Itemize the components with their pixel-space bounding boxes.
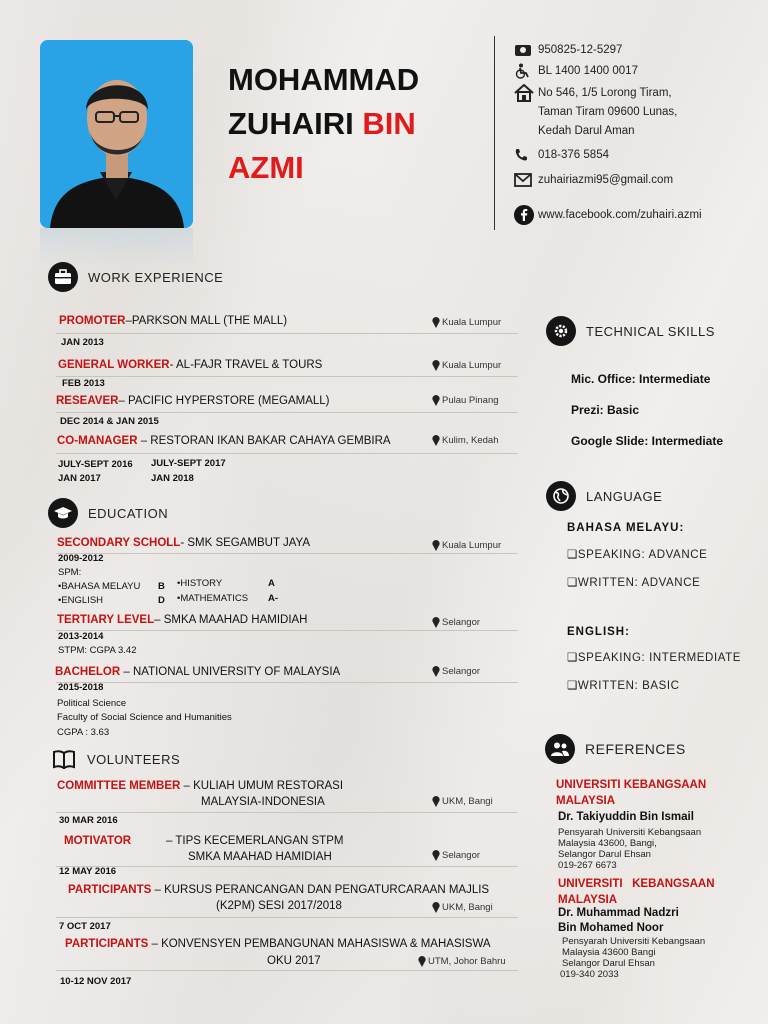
- malay-written: ❑WRITTEN: ADVANCE: [567, 577, 701, 589]
- ref-2-address-1: Pensyarah Universiti Kebangsaan: [562, 936, 706, 947]
- role-label: MOTIVATOR: [64, 835, 132, 847]
- pin-icon: [432, 902, 440, 913]
- ref-1-phone: 019-267 6673: [558, 860, 617, 871]
- ref-1-address-1: Pensyarah Universiti Kebangsaan: [558, 827, 702, 838]
- pin-icon: [432, 317, 440, 328]
- vol-entry-3-location: [432, 902, 493, 913]
- edu-entry-3-date: 2015-2018: [58, 682, 104, 693]
- edu-entry-1-location: [432, 540, 501, 551]
- vol-entry-2-line-1: – TIPS KECEMERLANGAN STPM: [166, 835, 344, 847]
- pin-icon: [418, 956, 426, 967]
- briefcase-icon: [48, 262, 78, 292]
- skill-item-2: Prezi: Basic: [571, 403, 640, 417]
- event-text: – KURSUS PERANCANGAN DAN PENGATURCARAAN MAJLIS: [151, 884, 490, 896]
- pin-icon: [432, 435, 440, 446]
- divider: [56, 553, 518, 554]
- pin-icon: [432, 666, 440, 677]
- ref-2-org-line-1: UNIVERSITI KEBANGSAAN: [558, 878, 715, 890]
- vol-entry-3-line-2: (K2PM) SESI 2017/2018: [216, 900, 342, 912]
- role-label: CO-MANAGER: [57, 435, 138, 447]
- language-section-header: [546, 481, 662, 511]
- location-text: UKM, Bangi: [442, 902, 493, 913]
- role-label: SECONDARY SCHOLL: [57, 537, 181, 549]
- divider: [56, 970, 518, 971]
- vol-entry-4-line-2: OKU 2017: [267, 955, 321, 967]
- grade-3: A: [268, 578, 275, 589]
- book-icon: [51, 746, 77, 772]
- org-text: – NATIONAL UNIVERSITY OF MALAYSIA: [120, 666, 341, 678]
- org-text: –PARKSON MALL (THE MALL): [125, 315, 288, 327]
- name-line-1: MOHAMMAD: [228, 62, 420, 97]
- role-label: PROMOTER: [59, 315, 126, 327]
- role-label: GENERAL WORKER: [58, 359, 170, 371]
- references-section-header: [545, 734, 686, 764]
- pin-icon: [432, 540, 440, 551]
- section-title-education: EDUCATION: [88, 505, 169, 521]
- org-text: - AL-FAJR TRAVEL & TOURS: [169, 359, 323, 371]
- role-label: TERTIARY LEVEL: [57, 614, 155, 626]
- phone-icon: [514, 146, 538, 164]
- profile-photo: [40, 40, 193, 228]
- candidate-name: [228, 58, 478, 190]
- header-divider: [494, 36, 495, 230]
- vol-entry-3-date: 7 OCT 2017: [59, 921, 111, 932]
- vol-entry-2-date: 12 MAY 2016: [59, 866, 117, 877]
- org-text: – RESTORAN IKAN BAKAR CAHAYA GEMBIRA: [137, 435, 391, 447]
- address-line-1: No 546, 1/5 Lorong Tiram,: [538, 87, 672, 99]
- ref-1-address-2: Malaysia 43600, Bangi,: [558, 838, 657, 849]
- subject-3: •HISTORY: [177, 578, 223, 589]
- vol-entry-4-date: 10-12 NOV 2017: [60, 976, 132, 987]
- vol-entry-4-location: [418, 956, 506, 967]
- section-title-language: LANGUAGE: [586, 488, 663, 504]
- work-entry-3-location: [432, 395, 499, 406]
- skill-item-1: Mic. Office: Intermediate: [571, 372, 711, 386]
- ref-2-phone: 019-340 2033: [560, 969, 619, 980]
- divider: [56, 333, 518, 334]
- english-speaking: ❑SPEAKING: INTERMEDIATE: [567, 652, 742, 664]
- vol-entry-2: [64, 835, 131, 847]
- vol-entry-2-location: [432, 850, 480, 861]
- work-entry-2-location: [432, 360, 501, 371]
- ref-2-address-3: Selangor Darul Ehsan: [562, 958, 655, 969]
- work-entry-4-date-1: JULY-SEPT 2016: [58, 459, 133, 470]
- graduation-cap-icon: [48, 498, 78, 528]
- vol-entry-4: [65, 938, 491, 950]
- location-text: Pulau Pinang: [442, 395, 499, 406]
- vol-entry-1-location: [432, 796, 493, 807]
- skill-item-3: Google Slide: Intermediate: [571, 434, 724, 448]
- work-section-header: [48, 262, 223, 292]
- edu-entry-2: [57, 614, 308, 626]
- globe-icon: [546, 481, 576, 511]
- work-entry-4-location: [432, 435, 499, 446]
- location-text: Kuala Lumpur: [442, 360, 502, 371]
- language-malay: BAHASA MELAYU:: [567, 522, 685, 534]
- divider: [56, 376, 518, 377]
- ref-1-address-3: Selangor Darul Ehsan: [558, 849, 651, 860]
- mail-icon: [514, 171, 538, 189]
- name-part: ZUHAIRI: [228, 106, 363, 141]
- event-text: – KULIAH UMUM RESTORASI: [180, 780, 344, 792]
- location-text: Selangor: [442, 850, 481, 861]
- contact-email: [514, 171, 673, 190]
- location-text: Selangor: [442, 666, 481, 677]
- pin-icon: [432, 850, 440, 861]
- section-title-volunteers: VOLUNTEERS: [87, 751, 181, 767]
- volunteers-section-header: [51, 746, 180, 772]
- gear-icon: [546, 316, 576, 346]
- id-card-icon: [514, 41, 538, 59]
- work-entry-4-date-2: JULY-SEPT 2017: [151, 458, 226, 469]
- facebook-icon: [514, 206, 538, 224]
- edu-entry-3-faculty: Faculty of Social Science and Humanities: [57, 712, 232, 723]
- home-icon: [514, 84, 538, 102]
- pin-icon: [432, 617, 440, 628]
- email-address[interactable]: zuhairiazmi95@gmail.com: [538, 174, 674, 186]
- pin-icon: [432, 796, 440, 807]
- ic-number: 950825-12-5297: [538, 44, 623, 56]
- work-entry-1: [59, 315, 287, 327]
- person-silhouette: [40, 40, 193, 228]
- ref-1-org-line-1: UNIVERSITI KEBANGSAAN: [556, 779, 707, 791]
- divider: [56, 630, 518, 631]
- contact-phone: [514, 146, 609, 165]
- role-label: BACHELOR: [55, 666, 121, 678]
- ref-2-org-line-2: MALAYSIA: [558, 894, 617, 906]
- edu-entry-3-location: [432, 666, 480, 677]
- org-text: - SMK SEGAMBUT JAYA: [180, 537, 311, 549]
- section-title-work: WORK EXPERIENCE: [88, 269, 224, 285]
- subject-2: •ENGLISH: [58, 595, 104, 606]
- phone-number: 018-376 5854: [538, 149, 609, 161]
- stpm-result: STPM: CGPA 3.42: [58, 645, 137, 656]
- edu-entry-2-location: [432, 617, 480, 628]
- contact-license: [514, 62, 638, 81]
- name-line-2: [228, 102, 478, 146]
- vol-entry-1-line-2: MALAYSIA-INDONESIA: [201, 796, 325, 808]
- spm-label: SPM:: [58, 567, 82, 578]
- contact-address: [514, 84, 677, 141]
- ref-2-address-2: Malaysia 43600 Bangi: [562, 947, 656, 958]
- grade-1: B: [158, 581, 165, 592]
- edu-entry-1: [57, 537, 310, 549]
- edu-entry-3-cgpa: CGPA : 3.63: [57, 727, 110, 738]
- address-line-2: Taman Tiram 09600 Lunas,: [538, 106, 678, 118]
- vol-entry-3: [68, 884, 489, 896]
- facebook-link[interactable]: www.facebook.com/zuhairi.azmi: [538, 209, 702, 221]
- location-text: Kuala Lumpur: [442, 540, 502, 551]
- work-entry-1-date: JAN 2013: [61, 337, 104, 348]
- divider: [56, 412, 518, 413]
- name-part-red: BIN: [362, 106, 416, 141]
- pin-icon: [432, 360, 440, 371]
- ref-1-name: Dr. Takiyuddin Bin Ismail: [558, 811, 694, 823]
- event-text: – KONVENSYEN PEMBANGUNAN MAHASISWA & MAHASISWA: [148, 938, 491, 950]
- wheelchair-icon: [514, 62, 538, 80]
- work-entry-4: [57, 435, 391, 447]
- work-entry-2: [58, 359, 322, 371]
- pin-icon: [432, 395, 440, 406]
- language-english: ENGLISH:: [567, 626, 630, 638]
- subject-1: •BAHASA MELAYU: [58, 581, 141, 592]
- divider: [56, 682, 518, 683]
- section-title-references: REFERENCES: [585, 741, 686, 757]
- people-icon: [545, 734, 575, 764]
- work-entry-3-date: DEC 2014 & JAN 2015: [60, 416, 159, 427]
- license-number: BL 1400 1400 0017: [538, 65, 638, 77]
- edu-entry-2-date: 2013-2014: [58, 631, 104, 642]
- ref-2-name-line-2: Bin Mohamed Noor: [558, 922, 664, 934]
- work-entry-2-date: FEB 2013: [62, 378, 105, 389]
- edu-entry-3-course: Political Science: [57, 698, 127, 709]
- malay-speaking: ❑SPEAKING: ADVANCE: [567, 549, 708, 561]
- divider: [56, 453, 518, 454]
- vol-entry-2-line-2: SMKA MAAHAD HAMIDIAH: [188, 851, 332, 863]
- section-title-skills: TECHNICAL SKILLS: [586, 323, 715, 339]
- contact-facebook: [514, 206, 702, 225]
- contact-ic: [514, 41, 622, 60]
- vol-entry-1-date: 30 MAR 2016: [59, 815, 118, 826]
- ref-1-org-line-2: MALAYSIA: [556, 795, 615, 807]
- work-entry-4-date-3: JAN 2017: [58, 473, 101, 484]
- location-text: Kulim, Kedah: [442, 435, 499, 446]
- grade-2: D: [158, 595, 165, 606]
- org-text: – SMKA MAAHAD HAMIDIAH: [154, 614, 308, 626]
- work-entry-3: [56, 395, 330, 407]
- work-entry-1-location: [432, 317, 501, 328]
- grade-4: A-: [268, 593, 279, 604]
- location-text: Selangor: [442, 617, 481, 628]
- role-label: COMMITTEE MEMBER: [57, 780, 181, 792]
- ref-2-name-line-1: Dr. Muhammad Nadzri: [558, 907, 679, 919]
- role-label: PARTICIPANTS: [65, 938, 149, 950]
- english-written: ❑WRITTEN: BASIC: [567, 680, 680, 692]
- location-text: Kuala Lumpur: [442, 317, 502, 328]
- role-label: PARTICIPANTS: [68, 884, 152, 896]
- location-text: UKM, Bangi: [442, 796, 493, 807]
- divider: [56, 812, 518, 813]
- divider: [56, 917, 518, 918]
- address-line-3: Kedah Darul Aman: [538, 125, 635, 137]
- work-entry-4-date-4: JAN 2018: [151, 473, 194, 484]
- subject-4: •MATHEMATICS: [177, 593, 249, 604]
- name-line-3: AZMI: [228, 150, 304, 185]
- skills-section-header: [546, 316, 715, 346]
- edu-entry-1-date: 2009-2012: [58, 553, 104, 564]
- divider: [56, 866, 518, 867]
- edu-entry-3: [55, 666, 340, 678]
- org-text: – PACIFIC HYPERSTORE (MEGAMALL): [118, 395, 330, 407]
- education-section-header: [48, 498, 168, 528]
- vol-entry-1: [57, 780, 343, 792]
- location-text: UTM, Johor Bahru: [428, 956, 506, 967]
- role-label: RESEAVER: [56, 395, 119, 407]
